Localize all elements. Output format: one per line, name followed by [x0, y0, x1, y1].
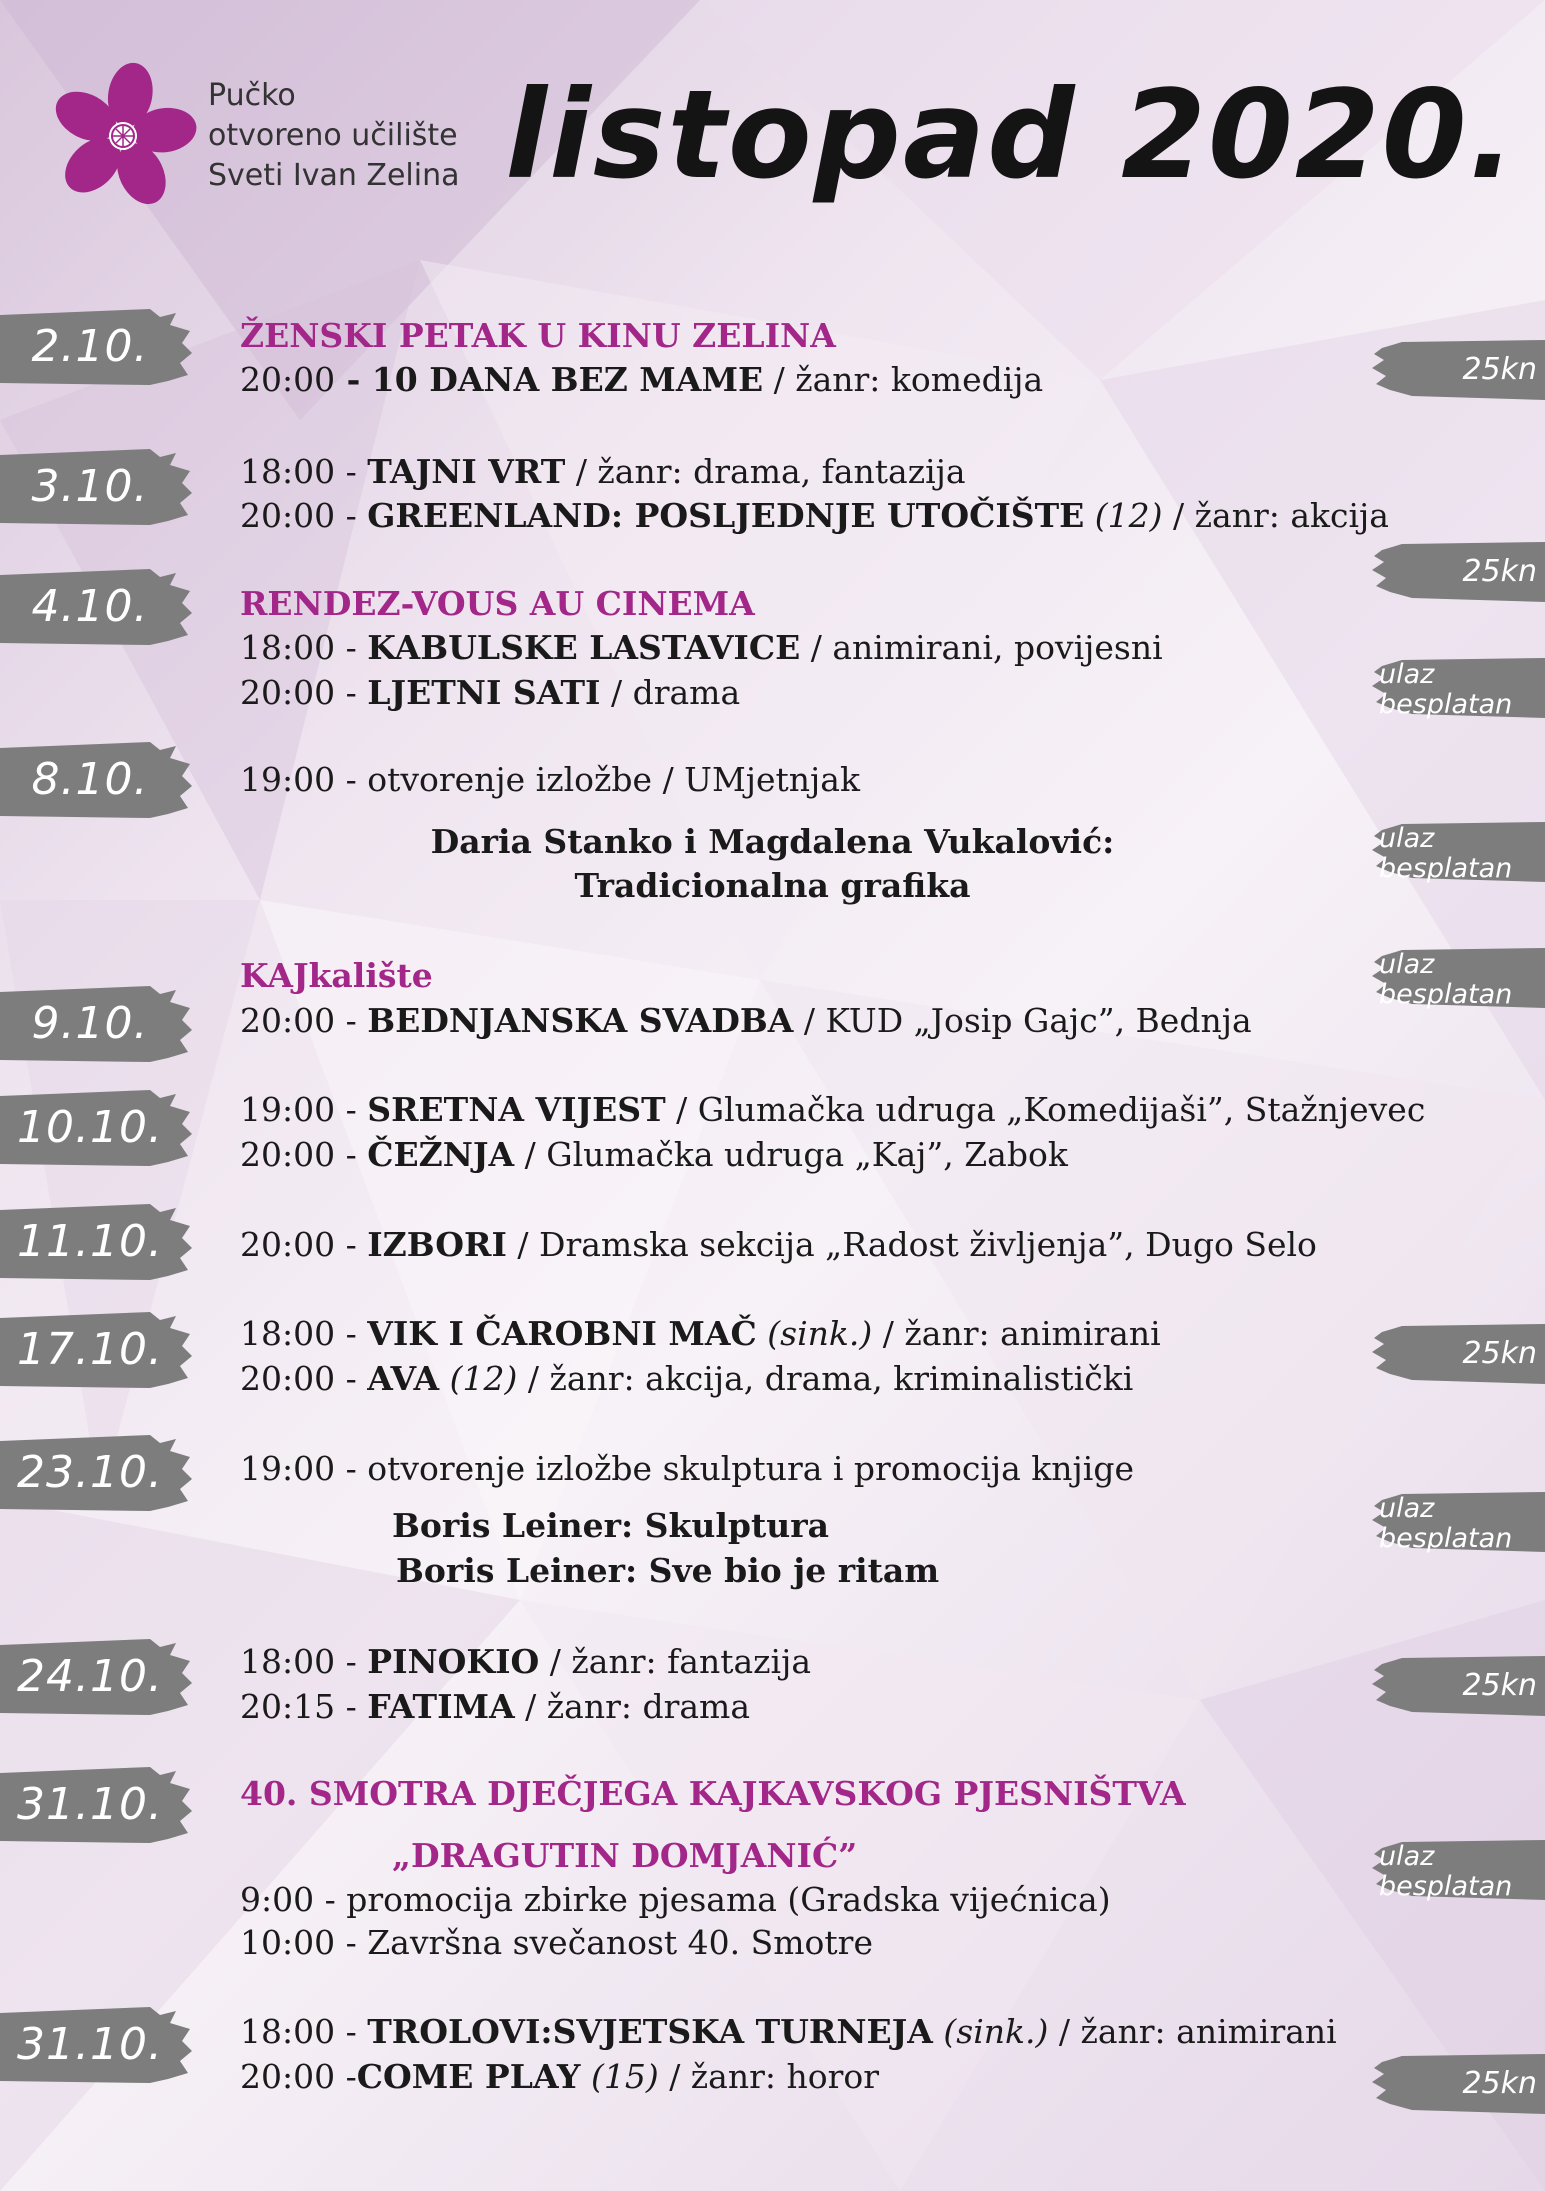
event-title: ČEŽNJA	[367, 1135, 515, 1174]
event-info: / Glumačka udruga „Kaj”, Zabok	[514, 1135, 1068, 1174]
event-title: IZBORI	[367, 1225, 507, 1264]
event-title: SRETNA VIJEST	[367, 1090, 666, 1129]
event-sep: -	[335, 1001, 368, 1040]
page-title: listopad 2020.	[505, 64, 1517, 206]
event-line	[240, 999, 1252, 1043]
event-info: / Dramska sekcija „Radost življenja”, Dugo Selo	[506, 1225, 1317, 1264]
date-tag	[0, 567, 192, 647]
event-feature-line: Boris Leiner: Skulptura	[392, 1506, 829, 1545]
event-line: 19:00 - otvorenje izložbe skulptura i promocija knjige	[240, 1449, 1134, 1488]
date-label: 2.10.	[31, 321, 149, 372]
event-sep: -	[335, 1225, 368, 1264]
event-sep: -	[335, 2012, 368, 2051]
price-label: 25kn	[1462, 2066, 1537, 2101]
date-tag	[0, 740, 192, 820]
free-entry-tag	[1372, 946, 1545, 1010]
free-line-1: ulaz	[1379, 659, 1435, 690]
price-tag	[1372, 2052, 1545, 2116]
event-info: / žanr: fantazija	[539, 1642, 811, 1681]
date-tag	[0, 1765, 192, 1845]
event-line	[240, 2055, 879, 2099]
free-line-1: ulaz	[1379, 949, 1435, 980]
event-title: TAJNI VRT	[367, 452, 566, 491]
event-feature	[396, 1549, 939, 1593]
org-line-1: Pučko	[208, 78, 296, 113]
event-line: 19:00 - otvorenje izložbe / UMjetnjak	[240, 760, 860, 799]
date-label: 17.10.	[17, 1324, 163, 1375]
date-tag	[0, 1310, 192, 1390]
date-tag	[0, 2005, 192, 2085]
event-title: AVA	[367, 1359, 440, 1398]
date-label: 11.10.	[17, 1216, 163, 1267]
event-info: / žanr: animirani	[1048, 2012, 1337, 2051]
event-time: 20:00	[240, 673, 336, 712]
event-heading: 40. SMOTRA DJEČJEGA KAJKAVSKOG PJESNIŠTVA	[240, 1774, 1186, 1813]
event-rating: (sink.)	[932, 2012, 1049, 2051]
free-line-2: besplatan	[1379, 979, 1513, 1010]
event-sep: -	[335, 360, 372, 399]
organization-name	[208, 76, 460, 196]
event-title: TROLOVI:SVJETSKA TURNEJA	[367, 2012, 933, 2051]
price-label: 25kn	[1462, 1336, 1537, 1371]
event-time: 18:00	[240, 452, 336, 491]
price-tag	[1372, 1322, 1545, 1386]
date-tag	[0, 1637, 192, 1717]
date-label: 31.10.	[17, 1779, 163, 1830]
free-entry-tag	[1372, 656, 1545, 720]
date-label: 8.10.	[31, 754, 149, 805]
event-time: 20:00	[240, 2057, 336, 2096]
date-tag	[0, 447, 192, 527]
event-info: / žanr: animirani	[872, 1314, 1161, 1353]
event-feature	[392, 1504, 829, 1548]
event-line	[240, 671, 740, 715]
free-line-2: besplatan	[1379, 1523, 1513, 1554]
event-time: 18:00	[240, 1314, 336, 1353]
free-line-2: besplatan	[1379, 1871, 1513, 1902]
event-line	[240, 1223, 1317, 1267]
event-sep: -	[335, 2057, 357, 2096]
event-rating: (15)	[580, 2057, 659, 2096]
event-info: / Glumačka udruga „Komedijaši”, Stažnjevec	[665, 1090, 1426, 1129]
free-entry-tag	[1372, 1838, 1545, 1902]
event-feature-line: Daria Stanko i Magdalena Vukalović:	[430, 822, 1115, 861]
event-rating: (12)	[439, 1359, 518, 1398]
price-tag	[1372, 540, 1545, 604]
event-info: / žanr: komedija	[763, 360, 1044, 399]
price-label: 25kn	[1462, 1668, 1537, 1703]
date-label: 4.10.	[31, 581, 149, 632]
event-title: PINOKIO	[367, 1642, 540, 1681]
event-time: 20:00	[240, 1359, 336, 1398]
event-sep: -	[335, 1642, 368, 1681]
event-time: 20:00	[240, 1135, 336, 1174]
event-line	[240, 450, 966, 494]
date-tag	[0, 1088, 192, 1168]
free-line-1: ulaz	[1379, 1841, 1435, 1872]
event-info: / animirani, povijesni	[800, 628, 1163, 667]
free-line-1: ulaz	[1379, 1493, 1435, 1524]
event-title: BEDNJANSKA SVADBA	[367, 1001, 794, 1040]
event-sep: -	[335, 452, 368, 491]
event-line: 9:00 - promocija zbirke pjesama (Gradska vijećnica)	[240, 1880, 1111, 1919]
event-sep: -	[335, 1090, 368, 1129]
free-line-2: besplatan	[1379, 689, 1513, 720]
free-entry-tag	[1372, 1490, 1545, 1554]
event-line	[240, 1133, 1068, 1177]
event-sep: -	[335, 496, 368, 535]
event-feature-line: Boris Leiner: Sve bio je ritam	[396, 1551, 940, 1590]
date-label: 31.10.	[17, 2019, 163, 2070]
event-sep: -	[335, 628, 368, 667]
event-line	[240, 2010, 1337, 2054]
event-title: LJETNI SATI	[367, 673, 601, 712]
event-line	[240, 1685, 750, 1729]
event-time: 18:00	[240, 1642, 336, 1681]
event-time: 20:00	[240, 360, 336, 399]
event-subheading: „DRAGUTIN DOMJANIĆ”	[392, 1836, 858, 1875]
event-info: / žanr: akcija, drama, kriminalistički	[517, 1359, 1134, 1398]
date-tag	[0, 984, 192, 1064]
event-info: / žanr: drama	[514, 1687, 751, 1726]
event-time: 20:15	[240, 1687, 336, 1726]
event-time: 20:00	[240, 1225, 336, 1264]
date-label: 23.10.	[17, 1447, 163, 1498]
event-sep: -	[335, 1135, 368, 1174]
event-heading: RENDEZ-VOUS AU CINEMA	[240, 584, 755, 623]
event-line	[240, 494, 1389, 538]
event-title: KABULSKE LASTAVICE	[367, 628, 801, 667]
date-label: 10.10.	[17, 1102, 163, 1153]
event-line	[240, 1357, 1133, 1401]
event-info: / žanr: horor	[658, 2057, 880, 2096]
event-info: / KUD „Josip Gajc”, Bednja	[793, 1001, 1252, 1040]
event-sep: -	[335, 673, 368, 712]
event-title: FATIMA	[367, 1687, 515, 1726]
date-tag	[0, 1202, 192, 1282]
date-tag	[0, 307, 192, 387]
price-label: 25kn	[1462, 554, 1537, 589]
event-title: GREENLAND: POSLJEDNJE UTOČIŠTE	[367, 496, 1085, 535]
event-feature	[0, 820, 1545, 864]
event-line	[240, 1088, 1425, 1132]
event-time: 19:00	[240, 1090, 336, 1129]
event-info: / drama	[600, 673, 741, 712]
event-line	[240, 626, 1163, 670]
free-line-1: ulaz	[1379, 823, 1435, 854]
event-line	[240, 1312, 1161, 1356]
price-label: 25kn	[1462, 352, 1537, 387]
event-sep: -	[335, 1359, 368, 1398]
event-time: 20:00	[240, 1001, 336, 1040]
event-line	[240, 358, 1043, 402]
event-time: 20:00	[240, 496, 336, 535]
date-label: 9.10.	[31, 998, 149, 1049]
event-feature	[0, 864, 1545, 908]
org-line-3: Sveti Ivan Zelina	[208, 158, 460, 193]
date-label: 3.10.	[31, 461, 149, 512]
date-tag	[0, 1433, 192, 1513]
event-feature-line: Tradicionalna grafika	[574, 866, 971, 905]
event-info: / žanr: drama, fantazija	[565, 452, 966, 491]
event-title: VIK I ČAROBNI MAČ	[367, 1314, 757, 1353]
flower-logo-icon	[48, 58, 198, 208]
price-tag	[1372, 338, 1545, 402]
event-sep: -	[335, 1314, 368, 1353]
event-line: 10:00 - Završna svečanost 40. Smotre	[240, 1923, 873, 1962]
free-line-2: besplatan	[1379, 853, 1513, 884]
event-time: 18:00	[240, 2012, 336, 2051]
event-info: / žanr: akcija	[1162, 496, 1389, 535]
event-time: 18:00	[240, 628, 336, 667]
org-line-2: otvoreno učilište	[208, 118, 458, 153]
date-label: 24.10.	[17, 1651, 163, 1702]
price-tag	[1372, 1654, 1545, 1718]
event-title: 10 DANA BEZ MAME	[371, 360, 764, 399]
event-rating: (sink.)	[756, 1314, 873, 1353]
event-line	[240, 1640, 811, 1684]
event-heading: ŽENSKI PETAK U KINU ZELINA	[240, 316, 836, 355]
event-heading: KAJkalište	[240, 956, 433, 995]
event-sep: -	[335, 1687, 368, 1726]
event-rating: (12)	[1084, 496, 1163, 535]
event-title: COME PLAY	[356, 2057, 581, 2096]
